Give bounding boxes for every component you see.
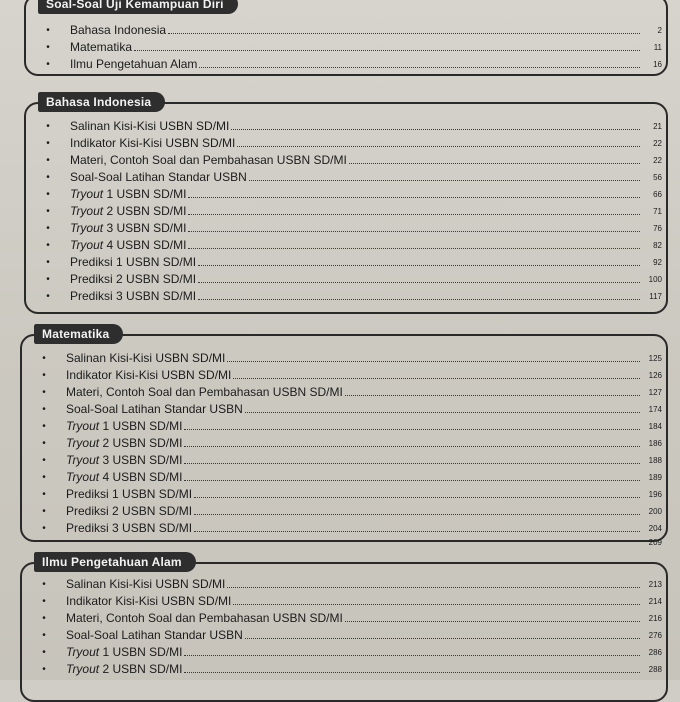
entry-label: Prediksi 1 USBN SD/MI	[70, 255, 197, 269]
bullet-icon: •	[42, 353, 46, 364]
dot-leader	[231, 129, 640, 130]
entry-label: Prediksi 2 USBN SD/MI	[66, 504, 193, 518]
bullet-icon: •	[42, 404, 46, 415]
entry-page: 22	[653, 139, 662, 148]
dot-leader	[227, 587, 640, 588]
toc-entry	[22, 518, 666, 535]
entry-label: Matematika	[70, 40, 133, 54]
entry-label: Prediksi 3 USBN SD/MI	[66, 521, 193, 535]
entry-page: 127	[648, 388, 662, 397]
bullet-icon: •	[42, 370, 46, 381]
dot-leader	[168, 33, 640, 34]
toc-entry	[26, 150, 666, 167]
entry-page: 189	[648, 473, 662, 482]
entry-label: Tryout 4 USBN SD/MI	[70, 238, 187, 252]
dot-leader	[349, 163, 640, 164]
toc-entry	[22, 642, 666, 659]
entry-page: 213	[648, 580, 662, 589]
dot-leader	[198, 282, 640, 283]
bullet-icon: •	[42, 387, 46, 398]
entry-label: Tryout 1 USBN SD/MI	[66, 645, 183, 659]
toc-entry	[22, 416, 666, 433]
bullet-icon: •	[46, 291, 50, 302]
entry-label: Tryout 4 USBN SD/MI	[66, 470, 183, 484]
entry-label: Indikator Kisi-Kisi USBN SD/MI	[66, 368, 232, 382]
dot-leader	[188, 231, 640, 232]
bullet-icon: •	[42, 579, 46, 590]
entry-page: 196	[648, 490, 662, 499]
dot-leader	[199, 67, 640, 68]
toc-entry	[22, 365, 666, 382]
section-title: Ilmu Pengetahuan Alam	[34, 552, 196, 572]
entry-page: 125	[648, 354, 662, 363]
toc-entry	[22, 399, 666, 416]
entry-label: Tryout 1 USBN SD/MI	[66, 419, 183, 433]
entry-page: 82	[653, 241, 662, 250]
toc-entry	[22, 659, 666, 676]
bullet-icon: •	[46, 121, 50, 132]
bullet-icon: •	[42, 438, 46, 449]
entry-label: Salinan Kisi-Kisi USBN SD/MI	[66, 577, 226, 591]
bullet-icon: •	[42, 421, 46, 432]
bullet-icon: •	[42, 647, 46, 658]
dot-leader	[184, 446, 640, 447]
entry-label: Tryout 3 USBN SD/MI	[66, 453, 183, 467]
entry-page: 22	[653, 156, 662, 165]
entry-page: 209	[648, 538, 662, 547]
toc-entry	[26, 133, 666, 150]
dot-leader	[184, 672, 640, 673]
entry-page: 188	[648, 456, 662, 465]
bullet-icon: •	[42, 596, 46, 607]
entry-page: 100	[648, 275, 662, 284]
bullet-icon: •	[42, 489, 46, 500]
toc-entry	[26, 286, 666, 303]
toc-entry	[26, 116, 666, 133]
entry-page: 288	[648, 665, 662, 674]
entry-label: Tryout 2 USBN SD/MI	[66, 662, 183, 676]
dot-leader	[188, 248, 640, 249]
dot-leader	[237, 146, 640, 147]
bullet-icon: •	[46, 206, 50, 217]
entry-label: Salinan Kisi-Kisi USBN SD/MI	[70, 119, 230, 133]
entry-label: Salinan Kisi-Kisi USBN SD/MI	[66, 351, 226, 365]
section-items	[22, 574, 666, 676]
dot-leader	[134, 50, 640, 51]
dot-leader	[184, 463, 640, 464]
entry-label: Materi, Contoh Soal dan Pembahasan USBN SD/MI	[70, 153, 347, 167]
entry-page: 2	[657, 26, 662, 35]
entry-page: 16	[653, 60, 662, 69]
section-matematika	[20, 327, 668, 547]
dot-leader	[184, 655, 640, 656]
entry-page: 21	[653, 122, 662, 131]
bullet-icon: •	[42, 455, 46, 466]
toc-entry	[22, 467, 666, 484]
toc-entry	[26, 218, 666, 235]
entry-page: 276	[648, 631, 662, 640]
entry-label: Tryout 2 USBN SD/MI	[70, 204, 187, 218]
bullet-icon: •	[46, 155, 50, 166]
entry-page: 66	[653, 190, 662, 199]
entry-label: Bahasa Indonesia	[70, 23, 167, 37]
entry-label: Soal-Soal Latihan Standar USBN	[66, 628, 243, 642]
dot-leader	[233, 378, 640, 379]
dot-leader	[245, 638, 640, 639]
entry-label: Indikator Kisi-Kisi USBN SD/MI	[70, 136, 236, 150]
section-title: Soal-Soal Uji Kemampuan Diri	[38, 0, 238, 14]
entry-label: Tryout 3 USBN SD/MI	[70, 221, 187, 235]
bullet-icon: •	[46, 172, 50, 183]
toc-entry	[26, 54, 666, 71]
toc-entry	[22, 501, 666, 518]
section-items	[26, 20, 666, 71]
dot-leader	[345, 621, 640, 622]
toc-entry	[22, 450, 666, 467]
dot-leader	[249, 180, 640, 181]
entry-page: 71	[653, 207, 662, 216]
entry-page: 200	[648, 507, 662, 516]
entry-label: Soal-Soal Latihan Standar USBN	[66, 402, 243, 416]
entry-page: 186	[648, 439, 662, 448]
section-uji-kemampuan-diri	[24, 0, 668, 76]
toc-entry-trailing	[22, 535, 666, 549]
toc-entry	[22, 608, 666, 625]
dot-leader	[194, 531, 640, 532]
dot-leader	[188, 214, 640, 215]
section-bahasa-indonesia	[24, 95, 668, 314]
section-items	[26, 116, 666, 303]
toc-entry	[26, 167, 666, 184]
entry-page: 126	[648, 371, 662, 380]
bullet-icon: •	[42, 523, 46, 534]
entry-page: 56	[653, 173, 662, 182]
dot-leader	[184, 480, 640, 481]
bullet-icon: •	[42, 664, 46, 675]
toc-entry	[26, 184, 666, 201]
section-items	[22, 348, 666, 549]
toc-entry	[22, 382, 666, 399]
toc-entry	[26, 37, 666, 54]
entry-label: Soal-Soal Latihan Standar USBN	[70, 170, 247, 184]
entry-page: 92	[653, 258, 662, 267]
dot-leader	[198, 265, 640, 266]
toc-entry	[26, 201, 666, 218]
entry-label: Prediksi 1 USBN SD/MI	[66, 487, 193, 501]
bullet-icon: •	[46, 257, 50, 268]
bullet-icon: •	[42, 472, 46, 483]
entry-label: Materi, Contoh Soal dan Pembahasan USBN SD/MI	[66, 385, 343, 399]
entry-label: Materi, Contoh Soal dan Pembahasan USBN SD/MI	[66, 611, 343, 625]
bullet-icon: •	[46, 189, 50, 200]
entry-page: 184	[648, 422, 662, 431]
bullet-icon: •	[42, 506, 46, 517]
entry-label: Indikator Kisi-Kisi USBN SD/MI	[66, 594, 232, 608]
bullet-icon: •	[46, 138, 50, 149]
entry-page: 76	[653, 224, 662, 233]
entry-page: 286	[648, 648, 662, 657]
toc-entry	[22, 348, 666, 365]
bullet-icon: •	[46, 25, 50, 36]
toc-entry	[26, 252, 666, 269]
dot-leader	[184, 429, 640, 430]
section-title: Bahasa Indonesia	[38, 92, 165, 112]
section-title: Matematika	[34, 324, 123, 344]
dot-leader	[188, 197, 640, 198]
dot-leader	[194, 497, 640, 498]
toc-entry	[22, 591, 666, 608]
dot-leader	[227, 361, 640, 362]
entry-label: Ilmu Pengetahuan Alam	[70, 57, 198, 71]
entry-label: Tryout 1 USBN SD/MI	[70, 187, 187, 201]
entry-page: 174	[648, 405, 662, 414]
toc-entry	[26, 269, 666, 286]
toc-entry	[22, 484, 666, 501]
bullet-icon: •	[42, 613, 46, 624]
entry-page: 216	[648, 614, 662, 623]
dot-leader	[233, 604, 640, 605]
toc-entry	[22, 625, 666, 642]
toc-entry	[26, 235, 666, 252]
entry-page: 117	[649, 292, 662, 301]
bullet-icon: •	[46, 274, 50, 285]
entry-label: Tryout 2 USBN SD/MI	[66, 436, 183, 450]
dot-leader	[194, 514, 640, 515]
toc-entry	[22, 574, 666, 591]
entry-label: Prediksi 2 USBN SD/MI	[70, 272, 197, 286]
toc-entry	[26, 20, 666, 37]
bullet-icon: •	[46, 240, 50, 251]
bullet-icon: •	[46, 223, 50, 234]
entry-page: 11	[653, 43, 662, 52]
entry-label: Prediksi 3 USBN SD/MI	[70, 289, 197, 303]
entry-page: 214	[648, 597, 662, 606]
bullet-icon: •	[46, 42, 50, 53]
dot-leader	[245, 412, 640, 413]
toc-entry	[22, 433, 666, 450]
bullet-icon: •	[42, 630, 46, 641]
entry-page: 204	[648, 524, 662, 533]
bullet-icon: •	[46, 59, 50, 70]
dot-leader	[345, 395, 640, 396]
section-ipa	[20, 555, 668, 702]
dot-leader	[198, 299, 640, 300]
